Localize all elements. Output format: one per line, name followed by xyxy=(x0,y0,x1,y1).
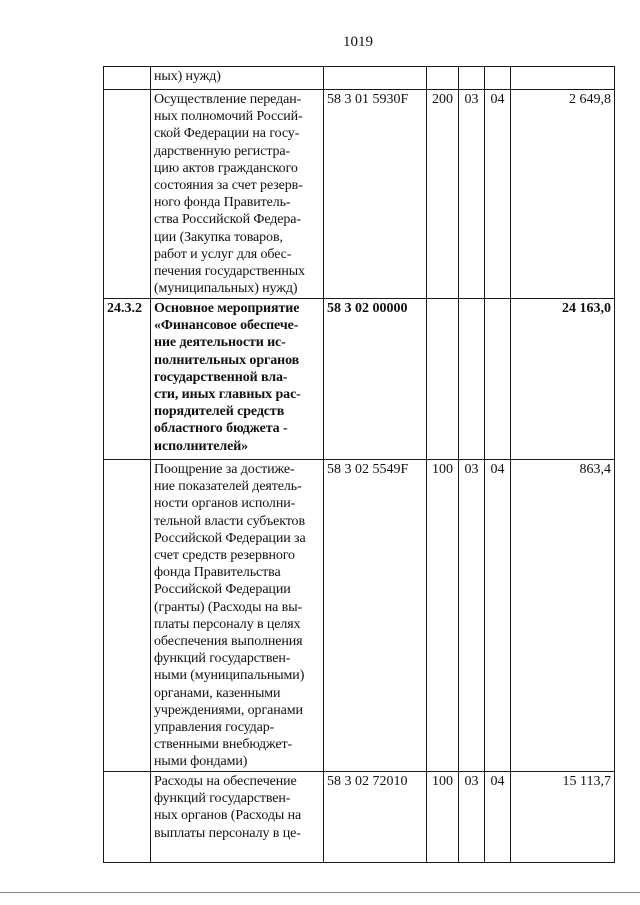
table-row xyxy=(104,299,615,460)
budget-code-cell: 58 3 02 00000 xyxy=(324,299,427,460)
table-row xyxy=(104,772,615,863)
section-cell xyxy=(459,299,485,460)
subsection-cell: 04 xyxy=(485,90,511,299)
amount-cell xyxy=(511,67,615,90)
section-cell xyxy=(459,67,485,90)
amount-cell: 2 649,8 xyxy=(511,90,615,299)
expense-type-cell xyxy=(427,299,459,460)
item-number-cell xyxy=(104,67,151,90)
item-name-cell: Осуществление передан- ных полномочий Россий- ской Федерации на госу- дарственную регистра- цию актов гражданского состояния за счет резерв- ного фонда Правитель- ства Российской Федера- ции (Закупка товаров, работ и услуг для обес- печения государственных (муниципальных) нужд) xyxy=(151,90,324,299)
expense-type-cell xyxy=(427,67,459,90)
table-row xyxy=(104,67,615,90)
item-number-cell xyxy=(104,460,151,772)
subsection-cell xyxy=(485,67,511,90)
amount-cell: 24 163,0 xyxy=(511,299,615,460)
expense-type-cell: 100 xyxy=(427,772,459,863)
page-number: 1019 xyxy=(343,34,373,50)
page-bottom-line xyxy=(0,892,640,893)
item-name-cell: Основное мероприятие «Финансовое обеспече- ние деятельности ис- полнительных органов государственной вла- сти, иных главных рас- порядителей средств областного бюджета - исполнителей» xyxy=(151,299,324,460)
budget-code-cell: 58 3 01 5930F xyxy=(324,90,427,299)
item-name-cell: Расходы на обеспечение функций государствен- ных органов (Расходы на выплаты персоналу в це- xyxy=(151,772,324,863)
item-number-cell: 24.3.2 xyxy=(104,299,151,460)
budget-code-cell xyxy=(324,67,427,90)
item-name-cell: ных) нужд) xyxy=(151,67,324,90)
budget-table xyxy=(103,66,615,863)
section-cell: 03 xyxy=(459,772,485,863)
section-cell: 03 xyxy=(459,460,485,772)
budget-code-cell: 58 3 02 5549F xyxy=(324,460,427,772)
budget-code-cell: 58 3 02 72010 xyxy=(324,772,427,863)
expense-type-cell: 200 xyxy=(427,90,459,299)
amount-cell: 15 113,7 xyxy=(511,772,615,863)
table-row xyxy=(104,460,615,772)
item-number-cell xyxy=(104,90,151,299)
section-cell: 03 xyxy=(459,90,485,299)
expense-type-cell: 100 xyxy=(427,460,459,772)
subsection-cell: 04 xyxy=(485,772,511,863)
item-name-cell: Поощрение за достиже- ние показателей деятель- ности органов исполни- тельной власти субъектов Российской Федерации за счет средств резервного фонда Правительства Российской Федерации (гранты) (Расходы на вы- платы персоналу в целях обеспечения выполнения функций государствен- ными (муниципальными) органами, казенными учреждениями, органами управления государ- ственными внебюджет- ными фондами) xyxy=(151,460,324,772)
item-number-cell xyxy=(104,772,151,863)
table-row xyxy=(104,90,615,299)
subsection-cell: 04 xyxy=(485,460,511,772)
amount-cell: 863,4 xyxy=(511,460,615,772)
subsection-cell xyxy=(485,299,511,460)
